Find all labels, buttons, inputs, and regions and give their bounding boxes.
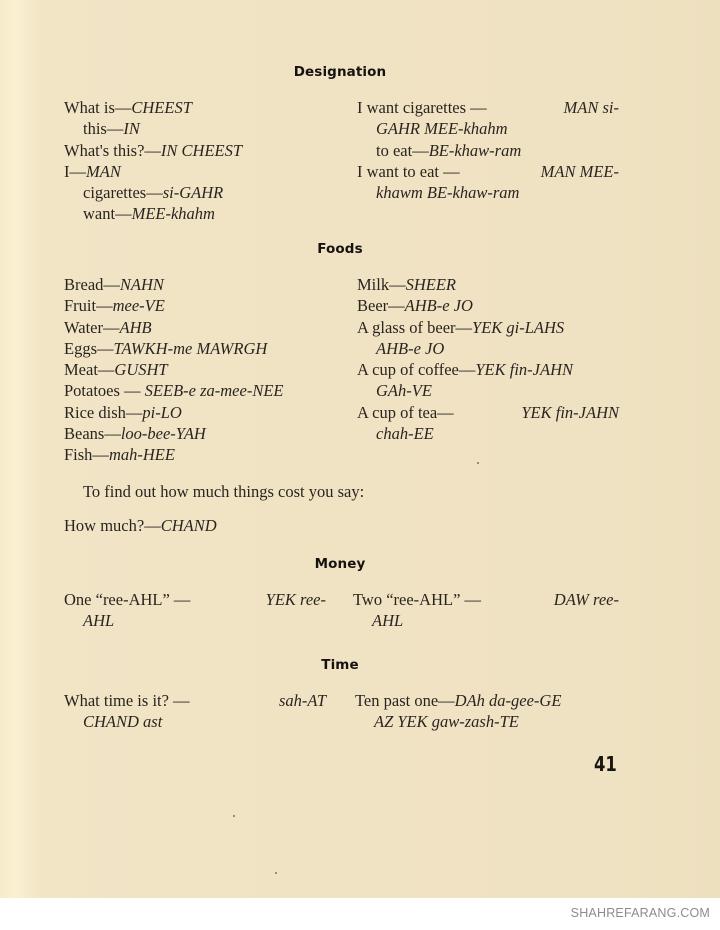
persian-text: mah-HEE <box>108 445 175 465</box>
persian-text: MAN <box>86 161 121 181</box>
persian-text: YEK fin-JAHN <box>475 360 573 380</box>
money-entry <box>64 589 326 610</box>
phrase-entry <box>64 140 334 161</box>
persian-text: MAN MEE- <box>540 161 619 181</box>
food-entry <box>64 317 344 338</box>
time-left-column <box>64 690 326 733</box>
section-heading-time: Time <box>321 657 359 673</box>
english-text: I want to eat — <box>357 161 460 181</box>
persian-text: AHB-e JO <box>404 296 473 316</box>
persian-text: MAN si- <box>563 98 619 117</box>
persian-text: YEK fin-JAHN <box>521 402 619 422</box>
english-text: A glass of beer— <box>357 317 473 337</box>
section-heading-foods: Foods <box>317 241 363 257</box>
persian-text-continued: khawm BE-khaw-ram <box>376 183 520 203</box>
persian-text: TAWKH-me MAWRGH <box>113 338 268 358</box>
cost-intro <box>83 481 623 502</box>
page-number: 41 <box>594 752 617 776</box>
site-watermark: SHAHREFARANG.COM <box>570 906 710 920</box>
money-entry <box>353 589 619 610</box>
english-text: What time is it? — <box>64 691 190 710</box>
paper-speck <box>233 815 235 817</box>
persian-text-continued: GAHR MEE-khahm <box>376 119 508 139</box>
persian-text-continued: AHB-e JO <box>376 338 445 358</box>
persian-text: YEK gi-LAHS <box>472 317 565 337</box>
persian-text: mee-VE <box>112 296 165 316</box>
time-entry <box>64 690 326 711</box>
persian-text: IN <box>123 119 140 139</box>
persian-text: SEEB-e za-mee-NEE <box>144 381 284 401</box>
persian-text: pi-LO <box>142 402 182 422</box>
persian-text: SHEER <box>405 275 456 294</box>
english-text: cigarettes— <box>83 183 163 203</box>
english-text: want— <box>83 204 132 224</box>
english-text: Rice dish— <box>64 402 143 422</box>
food-entry <box>64 402 344 423</box>
english-text: Fish— <box>64 445 109 465</box>
persian-text-continued: CHAND ast <box>83 712 163 732</box>
food-entry <box>64 274 344 295</box>
persian-text: IN CHEEST <box>160 140 243 160</box>
english-text: Beer— <box>357 296 405 316</box>
persian-text: si-GAHR <box>162 183 224 203</box>
english-text: Fruit— <box>64 296 113 316</box>
english-text: Potatoes — <box>64 381 145 401</box>
phrase-entry <box>64 97 334 118</box>
english-text: Milk— <box>357 275 406 294</box>
persian-text-continued: chah-EE <box>376 424 434 444</box>
cost-intro-text: To find out how much things cost you say: <box>83 482 365 501</box>
food-entry <box>64 423 344 444</box>
food-entry <box>64 295 344 316</box>
english-text: I want cigarettes — <box>357 98 487 117</box>
english-text: What's this?— <box>64 140 161 160</box>
phrase-entry <box>64 118 334 139</box>
persian-text: YEK ree- <box>265 590 326 609</box>
english-text: What is— <box>64 98 132 117</box>
persian-text: NAHN <box>119 275 164 294</box>
section-heading-designation: Designation <box>293 64 387 80</box>
english-text: to eat— <box>376 140 429 160</box>
phrase-entry <box>357 97 619 118</box>
persian-text: BE-khaw-ram <box>428 140 522 160</box>
english-text: Meat— <box>64 360 115 380</box>
food-entry <box>357 295 619 316</box>
persian-text: CHAND <box>160 516 217 535</box>
cost-phrase <box>64 515 604 536</box>
english-text: Bread— <box>64 275 120 294</box>
phrase-entry <box>64 203 334 224</box>
food-entry <box>64 359 344 380</box>
persian-text: MEE-khahm <box>131 204 215 224</box>
persian-text-continued: AZ YEK gaw-zash-TE <box>374 712 519 732</box>
persian-text: DAW ree- <box>553 590 619 609</box>
english-text: Eggs— <box>64 338 114 358</box>
foods-right-column <box>357 274 619 444</box>
designation-left-column <box>64 97 334 225</box>
money-right-column <box>353 589 619 632</box>
designation-right-column <box>357 97 619 203</box>
food-entry <box>357 317 619 338</box>
paper-speck <box>275 872 277 874</box>
english-text: Water— <box>64 317 120 337</box>
food-entry <box>357 402 619 423</box>
time-entry <box>355 690 619 711</box>
phrase-entry <box>357 161 619 182</box>
food-entry <box>357 359 619 380</box>
persian-text: loo-bee-YAH <box>120 424 206 444</box>
persian-text-continued: AHL <box>83 611 115 631</box>
phrase-entry <box>64 161 334 182</box>
persian-text: DAh da-gee-GE <box>454 691 562 710</box>
food-entry <box>357 274 619 295</box>
persian-text-continued: GAh-VE <box>376 381 432 401</box>
food-entry <box>64 444 344 465</box>
persian-text: CHEEST <box>131 98 192 117</box>
english-text: Beans— <box>64 424 121 444</box>
money-left-column <box>64 589 326 632</box>
english-text: A cup of tea— <box>357 402 454 422</box>
persian-text: GUSHT <box>114 360 168 380</box>
english-text: How much?— <box>64 516 161 535</box>
english-text: I— <box>64 161 86 181</box>
time-right-column <box>355 690 619 733</box>
english-text: Two “ree-AHL” — <box>353 590 482 609</box>
persian-text-continued: AHL <box>372 611 404 631</box>
food-entry <box>64 380 344 401</box>
foods-left-column <box>64 274 344 466</box>
persian-text: sah-AT <box>278 691 326 710</box>
persian-text: AHB <box>119 317 152 337</box>
english-text: One “ree-AHL” — <box>64 590 191 609</box>
food-entry <box>64 338 344 359</box>
english-text: Ten past one— <box>355 691 455 710</box>
phrase-entry <box>64 182 334 203</box>
section-heading-money: Money <box>314 556 366 572</box>
english-text: this— <box>83 119 124 139</box>
phrase-entry <box>357 140 619 161</box>
paper-speck <box>477 462 479 464</box>
english-text: A cup of coffee— <box>357 360 476 380</box>
